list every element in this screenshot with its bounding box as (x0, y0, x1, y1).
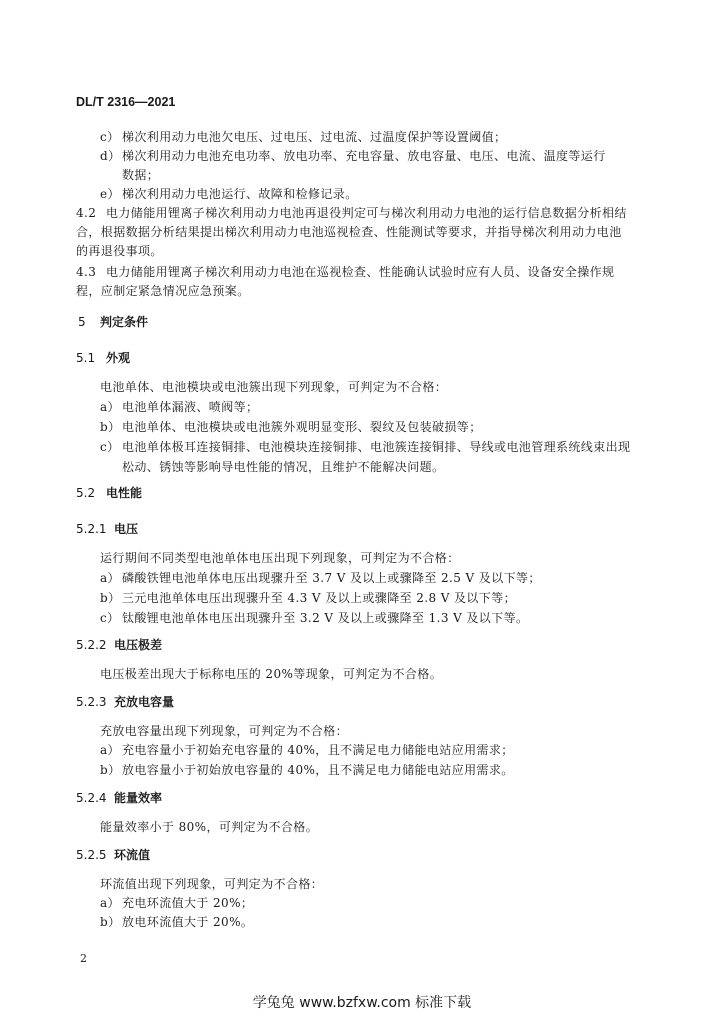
section-5-2-5-heading: 5.2.5 环流值 (76, 848, 151, 862)
section-5-1-intro: 电池单体、电池模块或电池簇出现下列现象，可判定为不合格： (100, 380, 448, 394)
list-item: c） 电池单体极耳连接铜排、电池模块连接铜排、电池簇连接铜排、导线或电池管理系统线束出现 (100, 440, 631, 454)
list-item: a） 磷酸铁锂电池单体电压出现骤升至 3.7 V 及以上或骤降至 2.5 V 及以下等； (100, 571, 541, 585)
section-5-1-heading: 5.1 外观 (76, 351, 131, 365)
section-5-2-4-heading: 5.2.4 能量效率 (76, 791, 163, 805)
list-item: b） 电池单体、电池模块或电池簇外观明显变形、裂纹及包装破损等； (100, 420, 482, 434)
clause-4-2-line-1: 4.2 电力储能用锂离子梯次利用动力电池再退役判定可与梯次利用动力电池的运行信息数据分析相结 (76, 206, 627, 220)
list-item: d） 梯次利用动力电池充电功率、放电功率、充电容量、放电容量、电压、电流、温度等运行 (100, 149, 606, 163)
section-5-2-1-intro: 运行期间不同类型电池单体电压出现下列现象，可判定为不合格： (100, 551, 460, 565)
section-5-2-4-text: 能量效率小于 80%，可判定为不合格。 (100, 820, 319, 834)
page-number: 2 (80, 952, 87, 965)
section-5-heading: 5 判定条件 (78, 315, 149, 329)
footer-watermark: 学兔兔 www.bzfxw.com 标准下载 (252, 995, 472, 1011)
section-5-2-2-text: 电压极差出现大于标称电压的 20%等现象，可判定为不合格。 (100, 667, 443, 681)
list-item: c） 梯次利用动力电池欠电压、过电压、过电流、过温度保护等设置阈值； (100, 130, 507, 144)
list-item: a） 充电环流值大于 20%； (100, 896, 254, 910)
list-item: c） 钛酸锂电池单体电压出现骤升至 3.2 V 及以上或骤降至 1.3 V 及以下等。 (100, 611, 529, 625)
standard-code: DL/T 2316—2021 (76, 95, 176, 109)
list-item-continuation: 数据； (122, 168, 160, 182)
section-5-2-3-heading: 5.2.3 充放电容量 (76, 695, 175, 709)
clause-4-3-line-2: 程，应制定紧急情况应急预案。 (76, 284, 250, 298)
list-item: b） 三元电池单体电压出现骤升至 4.3 V 及以上或骤降至 2.8 V 及以下等； (100, 591, 516, 605)
list-item: a） 电池单体漏液、喷阀等； (100, 400, 259, 414)
section-5-2-heading: 5.2 电性能 (76, 486, 143, 500)
clause-4-2-line-3: 的再退役事项。 (76, 244, 163, 258)
clause-4-2-line-2: 合，根据数据分析结果提出梯次利用动力电池巡视检查、性能测试等要求，并指导梯次利用动力电池 (76, 225, 622, 239)
section-5-2-2-heading: 5.2.2 电压极差 (76, 638, 163, 652)
list-item: b） 放电容量小于初始放电容量的 40%，且不满足电力储能电站应用需求。 (100, 763, 514, 777)
section-5-2-3-intro: 充放电容量出现下列现象，可判定为不合格： (100, 724, 349, 738)
section-5-2-5-intro: 环流值出现下列现象，可判定为不合格： (100, 877, 324, 891)
list-item: b） 放电环流值大于 20%。 (100, 915, 254, 929)
list-item: a） 充电容量小于初始充电容量的 40%，且不满足电力储能电站应用需求； (100, 743, 514, 757)
list-item: e） 梯次利用动力电池运行、故障和检修记录。 (100, 187, 358, 201)
section-5-2-1-heading: 5.2.1 电压 (76, 522, 139, 536)
list-item-continuation: 松动、锈蚀等影响导电性能的情况，且维护不能解决问题。 (122, 460, 445, 474)
clause-4-3-line-1: 4.3 电力储能用锂离子梯次利用动力电池在巡视检查、性能确认试验时应有人员、设备安全操作规 (76, 265, 615, 279)
